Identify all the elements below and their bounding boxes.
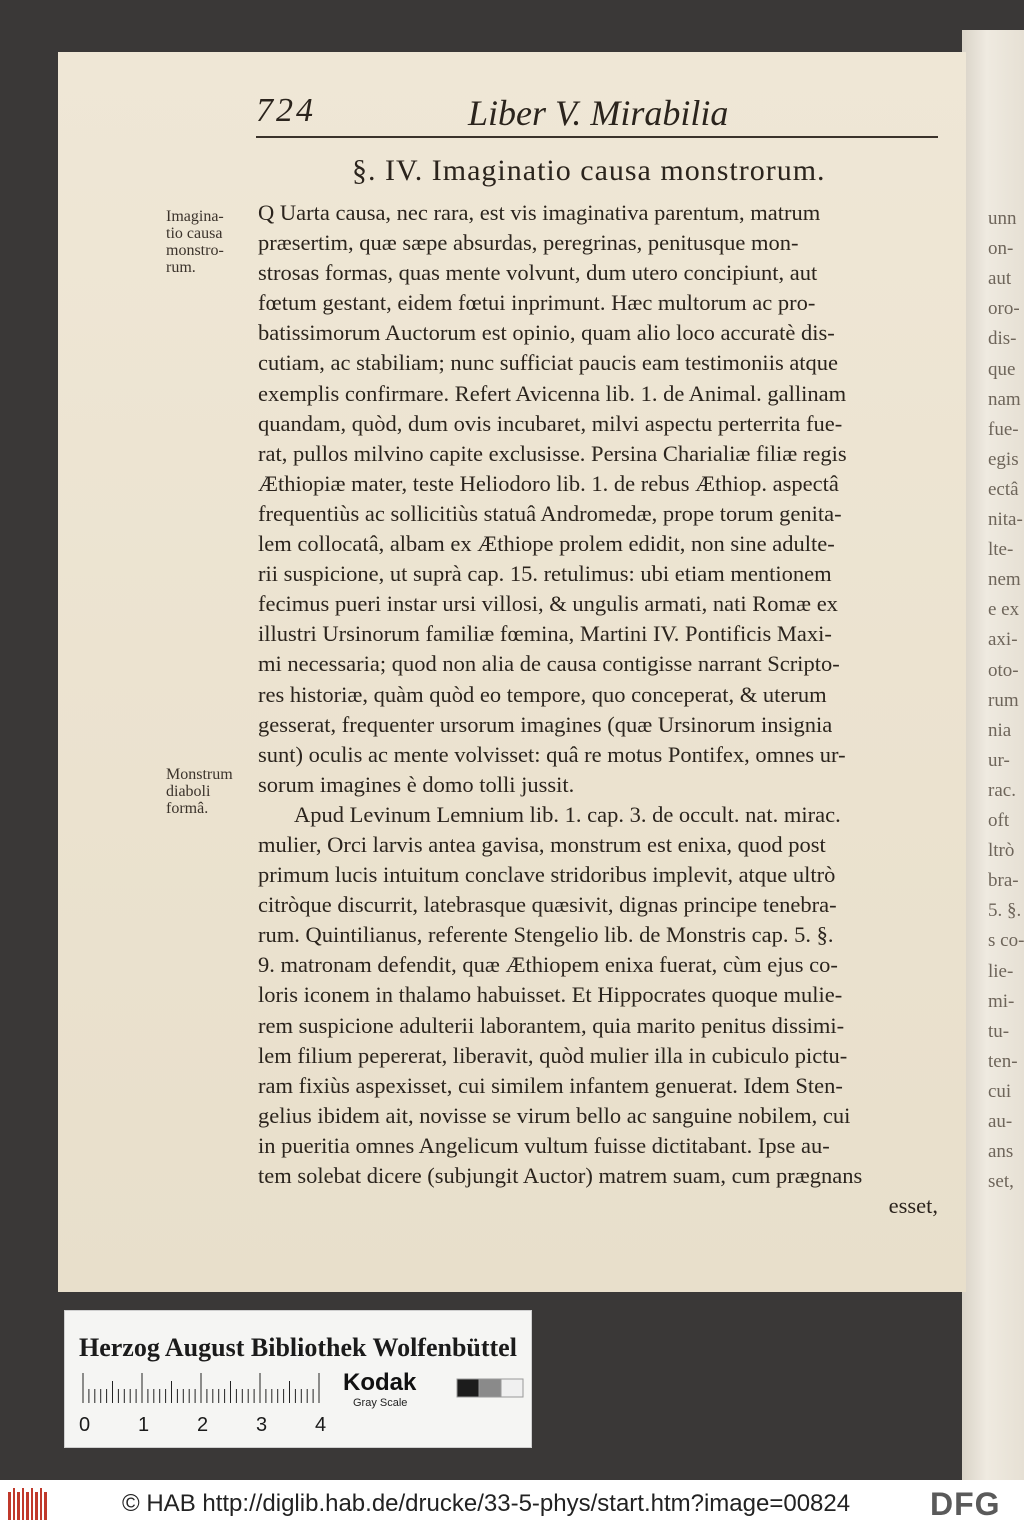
- text-line: Apud Levinum Lemnium lib. 1. cap. 3. de occult. nat. mirac.: [294, 801, 841, 827]
- text-line: in pueritia omnes Angelicum vultum fuisse dictitabant. Ipse au-: [258, 1132, 830, 1158]
- calibration-tag: [64, 1310, 532, 1448]
- ruler-number: 3: [256, 1414, 268, 1436]
- text-line: fecimus pueri instar ursi villosi, & ungulis armati, nati Romæ ex: [258, 591, 838, 617]
- facing-page-fragment: ten-: [988, 1050, 1018, 1072]
- barcode-icon: [6, 1486, 50, 1526]
- kodak-logo: Kodak: [343, 1369, 417, 1396]
- facing-page-fragment: unn: [988, 208, 1017, 229]
- facing-page-fragment: ectâ: [988, 478, 1019, 500]
- text-line: sunt) oculis ac mente volvisset: quâ re motus Pontifex, omnes ur-: [258, 741, 846, 767]
- facing-page-fragment: au-: [988, 1111, 1013, 1132]
- facing-page-fragment: oro-: [988, 298, 1020, 320]
- margin-note-monster: [166, 766, 233, 817]
- text-line: primum lucis intuitum conclave stridoribus implevit, atque ultrò: [258, 862, 836, 888]
- facing-page-fragment: que: [988, 358, 1016, 380]
- text-line: cutiam, ac stabiliam; nunc sufficiat paucis eam testimoniis atque: [258, 350, 839, 376]
- facing-page-fragment: e ex: [988, 599, 1020, 621]
- margin-note-line: tio causa: [166, 225, 223, 242]
- body-text: [258, 198, 938, 1221]
- text-line: ram fixiùs aspexisset, cui similem infantem genuerat. Idem Sten-: [258, 1072, 843, 1098]
- text-line: frequentiùs ac sollicitiùs statuâ Andromedæ, prope torum genita-: [258, 500, 842, 526]
- institution-name: Herzog August Bibliothek Wolfenbüttel: [79, 1333, 517, 1362]
- margin-note-line: rum.: [166, 259, 196, 276]
- margin-note-line: formâ.: [166, 800, 209, 817]
- page-number: 724: [256, 92, 316, 129]
- text-line: sorum imagines è domo tolli jussit.: [258, 771, 575, 797]
- text-line: strosas formas, quas mente volvunt, dum utero concipiunt, aut: [258, 260, 818, 286]
- text-line: 9. matronam defendit, quæ Æthiopem enixa fuerat, cùm ejus co-: [258, 952, 838, 978]
- text-line: rum. Quintilianus, referente Stengelio lib. de Monstris cap. 5. §.: [258, 922, 834, 948]
- ruler-number: 4: [315, 1414, 327, 1436]
- facing-page-fragment: rac.: [988, 779, 1016, 801]
- text-line: rat, pullos milvino capite exclusisse. Persina Charialiæ filiæ regis: [258, 440, 847, 466]
- running-head: Liber V. Mirabilia: [468, 93, 729, 133]
- text-line: rem suspicione adulterii laborantem, quia marito penitus dissimi-: [258, 1012, 845, 1038]
- text-line: lem filium pepererat, liberavit, quòd mulier illa in cubiculo pictu-: [258, 1042, 848, 1068]
- facing-page-fragment: s co-: [988, 930, 1024, 952]
- gray-patch: [479, 1379, 501, 1397]
- header-rule: [256, 136, 938, 138]
- dfg-logo: DFG: [930, 1486, 1001, 1522]
- text-line: Q Uarta causa, nec rara, est vis imaginativa parentum, matrum: [258, 200, 821, 225]
- facing-page-fragment: 5. §.: [988, 900, 1022, 922]
- facing-page-fragment: cui: [988, 1080, 1012, 1102]
- facing-page-fragment: fue-: [988, 418, 1019, 440]
- text-line: illustri Ursinorum familiæ fœmina, Martini IV. Pontificis Maxi-: [258, 621, 832, 647]
- text-line: rii suspicione, ut suprà cap. 15. retulimus: ubi etiam mentionem: [258, 561, 832, 587]
- text-line: tem solebat dicere (subjungit Auctor) matrem suam, cum prægnans: [258, 1163, 863, 1188]
- facing-page-fragment: tu-: [988, 1020, 1010, 1042]
- text-line: præsertim, quæ sæpe absurdas, peregrinas, penitusque mon-: [258, 230, 799, 256]
- facing-page-edge: [962, 30, 1024, 1480]
- facing-page-fragment: set,: [988, 1171, 1014, 1193]
- ruler-scale: [65, 1311, 531, 1447]
- ruler-number: 0: [79, 1414, 91, 1436]
- margin-note-line: Imagina-: [166, 208, 224, 225]
- margin-note-line: diaboli: [166, 783, 211, 800]
- gray-patch: [501, 1379, 523, 1397]
- facing-page-fragment: nem: [988, 569, 1021, 591]
- text-line: gelius ibidem ait, novisse se virum bello ac sanguine nobilem, cui: [258, 1102, 851, 1128]
- facing-page-fragment: axi-: [988, 629, 1018, 651]
- facing-page-fragment: oto-: [988, 659, 1019, 681]
- facing-page-fragment: oft: [988, 810, 1010, 831]
- facing-page-fragment: lie-: [988, 960, 1014, 982]
- text-line: citròque discurrit, latebrasque quæsivit, dignas principe tenebra-: [258, 892, 837, 918]
- facing-page-fragment: ans: [988, 1141, 1014, 1163]
- text-line: lem collocatâ, albam ex Æthiope prolem edidit, non sine adulte-: [258, 531, 835, 557]
- text-line: esset,: [888, 1193, 938, 1219]
- text-line: mi necessaria; quod non alia de causa contigisse narrant Scripto-: [258, 651, 840, 677]
- facing-page-fragment: rum: [988, 689, 1019, 711]
- facing-page-fragment: egis: [988, 448, 1019, 470]
- facing-page-fragment: lte-: [988, 539, 1014, 561]
- facing-page-fragment: bra-: [988, 870, 1019, 892]
- copyright-link[interactable]: © HAB http://diglib.hab.de/drucke/33-5-phys/start.htm?image=00824: [122, 1490, 851, 1517]
- text-line: fœtum gestant, eidem fœtui inprimunt. Hæc multorum ac pro-: [258, 290, 816, 316]
- text-line: batissimorum Auctorum est opinio, quam alio loco accuratè dis-: [258, 320, 835, 346]
- facing-page-fragment: aut: [988, 268, 1012, 290]
- facing-page-fragment: dis-: [988, 328, 1017, 350]
- text-line: gesserat, frequenter ursorum imagines (quæ Ursinorum insignia: [258, 711, 833, 737]
- footer-bar: [0, 1480, 1024, 1530]
- section-heading: §. IV. Imaginatio causa monstrorum.: [352, 154, 826, 187]
- ruler-number: 2: [197, 1414, 209, 1436]
- margin-note-imagination: [166, 208, 224, 276]
- text-line: Æthiopiæ mater, teste Heliodoro lib. 1. de rebus Æthiop. aspectâ: [258, 470, 839, 496]
- margin-note-line: Monstrum: [166, 766, 233, 783]
- margin-note-line: monstro-: [166, 242, 224, 259]
- text-line: loris iconem in thalamo habuisset. Et Hippocrates quoque mulie-: [258, 982, 843, 1008]
- gray-scale-label: Gray Scale: [353, 1397, 408, 1409]
- facing-page-fragment: on-: [988, 238, 1014, 260]
- facing-page-fragment: nia: [988, 719, 1012, 741]
- text-line: res historiæ, quàm quòd eo tempore, quo conceperat, & uterum: [258, 681, 827, 707]
- gray-patch: [457, 1379, 479, 1397]
- facing-page-fragment: mi-: [988, 990, 1015, 1012]
- ruler-number: 1: [138, 1414, 150, 1436]
- facing-page-fragment: ur-: [988, 749, 1010, 771]
- text-line: quandam, quòd, dum ovis incubaret, milvi aspectu perterrita fue-: [258, 410, 843, 436]
- text-line: mulier, Orci larvis antea gavisa, monstrum est enixa, quod post: [258, 831, 826, 857]
- page-header: [256, 92, 936, 132]
- facing-page-fragment: nita-: [988, 509, 1023, 530]
- text-line: exemplis confirmare. Refert Avicenna lib. 1. de Animal. gallinam: [258, 380, 847, 406]
- facing-page-fragment: nam: [988, 388, 1021, 410]
- facing-page-fragment: ltrò: [988, 840, 1015, 862]
